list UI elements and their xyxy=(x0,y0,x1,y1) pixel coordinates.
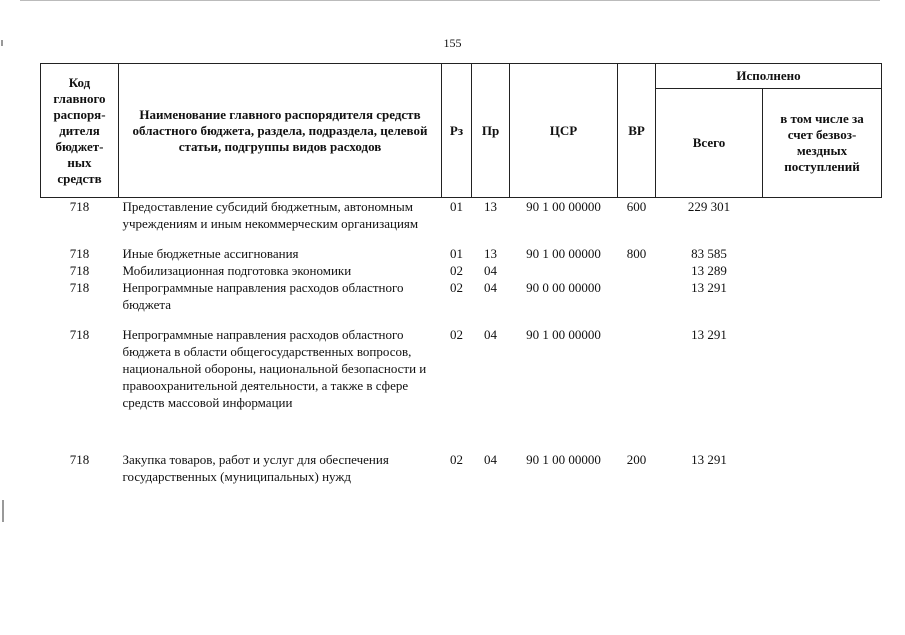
cell-free xyxy=(763,326,882,451)
table-row xyxy=(41,262,882,279)
cell-vr: 200 xyxy=(626,452,647,467)
cell-vr xyxy=(618,279,656,326)
cell-rz: 02 xyxy=(450,280,463,295)
table-row xyxy=(41,326,882,451)
cell-total: 13 289 xyxy=(691,263,727,278)
cell-name: Иные бюджетные ассигнования xyxy=(122,246,299,261)
cell-csr: 90 1 00 00000 xyxy=(526,327,601,342)
cell-free xyxy=(763,198,882,246)
table-row xyxy=(41,245,882,262)
cell-free xyxy=(763,279,882,326)
cell-free xyxy=(763,451,882,485)
cell-total: 229 301 xyxy=(687,199,731,214)
cell-total: 13 291 xyxy=(691,327,727,342)
table-row xyxy=(41,198,882,246)
cell-rz: 01 xyxy=(450,199,463,214)
cell-pr: 04 xyxy=(484,452,497,467)
table-body xyxy=(41,198,882,486)
cell-code: 718 xyxy=(69,199,90,214)
cell-code: 718 xyxy=(69,327,90,342)
cell-name: Непрограммные направления расходов областного бюджета xyxy=(122,280,404,312)
cell-code: 718 xyxy=(69,280,90,295)
header-csr: ЦСР xyxy=(510,64,618,198)
cell-vr: 800 xyxy=(626,246,647,261)
cell-pr: 13 xyxy=(484,199,497,214)
cell-rz: 02 xyxy=(450,327,463,342)
header-pr: Пр xyxy=(472,64,510,198)
header-rz: Рз xyxy=(442,64,472,198)
cell-csr: 90 1 00 00000 xyxy=(526,246,601,261)
cell-rz: 01 xyxy=(450,246,463,261)
header-total: Всего xyxy=(656,89,763,198)
cell-free xyxy=(763,262,882,279)
cell-free xyxy=(763,245,882,262)
header-code: Код главного распоря-дителя бюджет-ных средств xyxy=(41,64,119,198)
cell-name: Предоставление субсидий бюджетным, автономным учреждениям и иным некоммерческим организациям xyxy=(122,199,419,231)
cell-pr: 04 xyxy=(484,263,497,278)
table-header xyxy=(41,64,882,198)
budget-table xyxy=(40,63,882,485)
scan-top-edge xyxy=(20,0,880,1)
cell-total: 13 291 xyxy=(691,280,727,295)
cell-csr: 90 0 00 00000 xyxy=(526,280,601,295)
cell-rz: 02 xyxy=(450,452,463,467)
table-row xyxy=(41,451,882,485)
cell-csr: 90 1 00 00000 xyxy=(526,199,601,214)
page-number: 155 xyxy=(443,36,462,50)
table-row xyxy=(41,279,882,326)
scan-artifact xyxy=(1,40,3,46)
cell-rz: 02 xyxy=(450,263,463,278)
cell-total: 83 585 xyxy=(691,246,727,261)
cell-name: Закупка товаров, работ и услуг для обеспечения государственных (муниципальных) нужд xyxy=(122,452,389,484)
cell-vr xyxy=(618,262,656,279)
scan-artifact xyxy=(2,500,4,522)
cell-pr: 04 xyxy=(484,327,497,342)
cell-csr xyxy=(510,262,618,279)
cell-name: Непрограммные направления расходов областного бюджета в области общегосударственных вопросов, национальной обороны, национальной безопасности и правоохранительной деятельности, а также в сфере средств массовой информации xyxy=(122,327,427,410)
header-executed: Исполнено xyxy=(656,64,882,89)
cell-name: Мобилизационная подготовка экономики xyxy=(122,263,352,278)
header-vr: ВР xyxy=(618,64,656,198)
cell-csr: 90 1 00 00000 xyxy=(526,452,601,467)
header-free: в том числе за счет безвоз-мездных поступлений xyxy=(763,89,882,198)
cell-vr xyxy=(618,326,656,451)
cell-vr: 600 xyxy=(626,199,647,214)
cell-pr: 04 xyxy=(484,280,497,295)
header-name: Наименование главного распорядителя средств областного бюджета, раздела, подраздела, целевой статьи, подгруппы видов расходов xyxy=(119,64,442,198)
cell-code: 718 xyxy=(69,246,90,261)
cell-code: 718 xyxy=(69,263,90,278)
cell-code: 718 xyxy=(69,452,90,467)
cell-total: 13 291 xyxy=(691,452,727,467)
cell-pr: 13 xyxy=(484,246,497,261)
